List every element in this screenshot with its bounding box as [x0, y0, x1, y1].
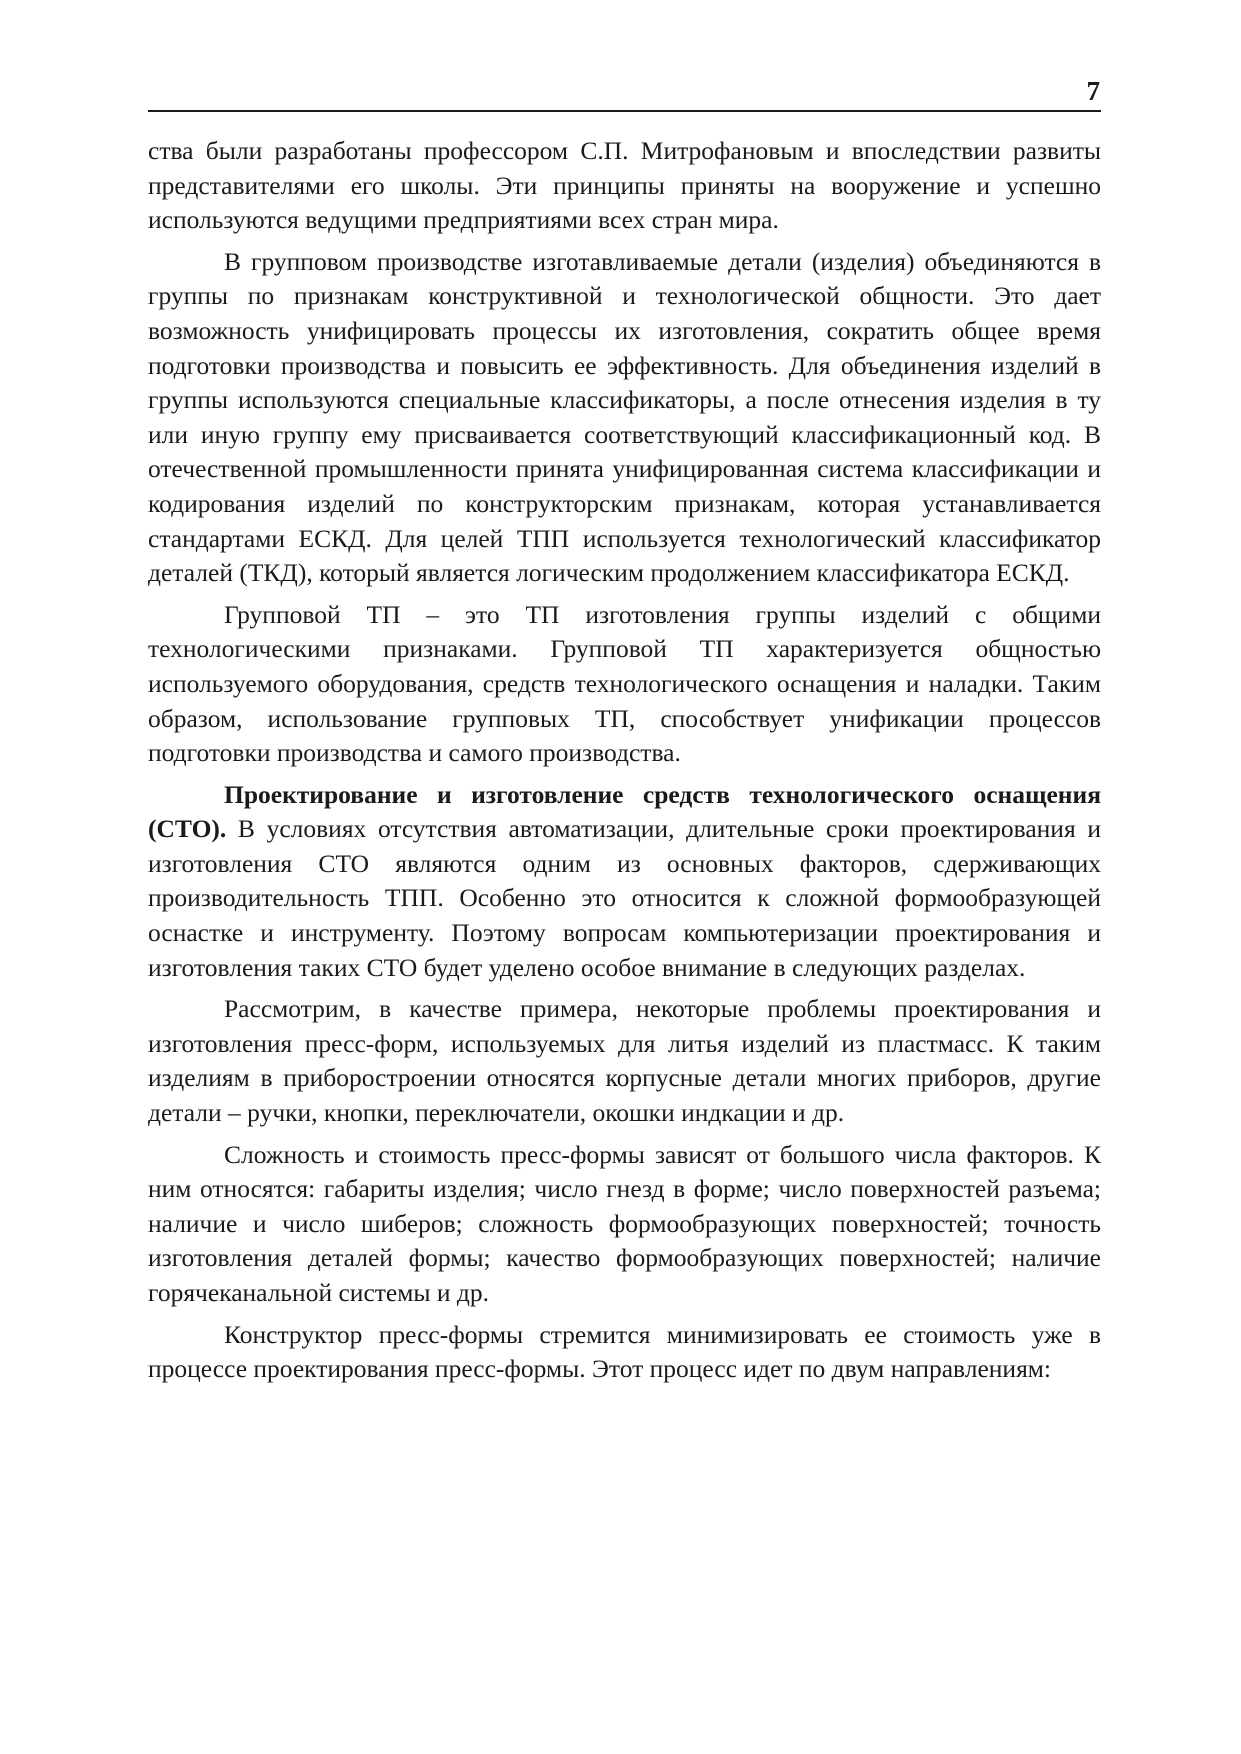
paragraph-group-production: [148, 245, 1101, 591]
paragraph-text: В групповом производстве изготавливаемые детали (изделия) объединяются в группы по признакам конструктивной и технологической общности. Это дает возможность унифицировать процессы их изготовления, сократить общее время подготовки производства и повысить ее эффективность. Для объединения изделий в группы используются специальные классификаторы, а после отнесения изделия в ту или иную группу ему присваивается соответствующий классификационный код. В отечественной промышленности принята унифицированная система классификации и кодирования изделий по конструкторским признакам, которая устанавливается стандартами ЕСКД. Для целей ТПП используется технологический классификатор деталей (ТКД), который является логическим продолжением классификатора ЕСКД.: [148, 246, 1101, 588]
paragraph-press-forms-example: [148, 992, 1101, 1130]
header-rule: [148, 110, 1101, 112]
paragraph-complexity-cost: [148, 1138, 1101, 1311]
paragraph-text: В условиях отсутствия автоматизации, длительные сроки проектирования и изготовления СТО являются одним из основных факторов, сдерживающих производительность ТПП. Особенно это относится к сложной формообразующей оснастке и инструменту. Поэтому вопросам компьютеризации проектирования и изготовления таких СТО будет уделено особое внимание в следующих разделах.: [148, 814, 1101, 982]
paragraph-continuation: [148, 134, 1101, 238]
paragraph-designer: [148, 1318, 1101, 1387]
paragraph-text: Групповой ТП – это ТП изготовления группы изделий с общими технологическими признаками. Групповой ТП характеризуется общностью используемого оборудования, средств технологического оснащения и наладки. Таким образом, использование групповых ТП, способствует унификации процессов подготовки производства и самого производства.: [148, 599, 1101, 768]
body-text: [148, 134, 1101, 1394]
paragraph-text: Рассмотрим, в качестве примера, некоторые проблемы проектирования и изготовления пресс-форм, используемых для литья изделий из пластмасс. К таким изделиям в приборостроении относятся корпусные детали многих приборов, другие детали – ручки, кнопки, переключатели, окошки индкации и др.: [148, 994, 1101, 1128]
paragraph-bold-heading: Проектирование и изготовление средств технологического оснащения (СТО).: [148, 779, 1101, 844]
paragraph-text: Конструктор пресс-формы стремится минимизировать ее стоимость уже в процессе проектирования пресс-формы. Этот процесс идет по двум направлениям:: [148, 1319, 1101, 1384]
paragraph-sto: [148, 778, 1101, 986]
paragraph-text: ства были разработаны профессором С.П. Митрофановым и впоследствии развиты представителями его школы. Эти принципы приняты на вооружение и успешно используются ведущими предприятиями всех стран мира.: [148, 136, 1101, 235]
paragraph-text: Сложность и стоимость пресс-формы зависят от большого числа факторов. К ним относятся: габариты изделия; число гнезд в форме; число поверхностей разъема; наличие и число шиберов; сложность формообразующих поверхностей; точность изготовления деталей формы; качество формообразующих поверхностей; наличие горячеканальной системы и др.: [148, 1139, 1101, 1307]
page-number: 7: [1086, 76, 1100, 106]
paragraph-group-tp: [148, 598, 1101, 771]
